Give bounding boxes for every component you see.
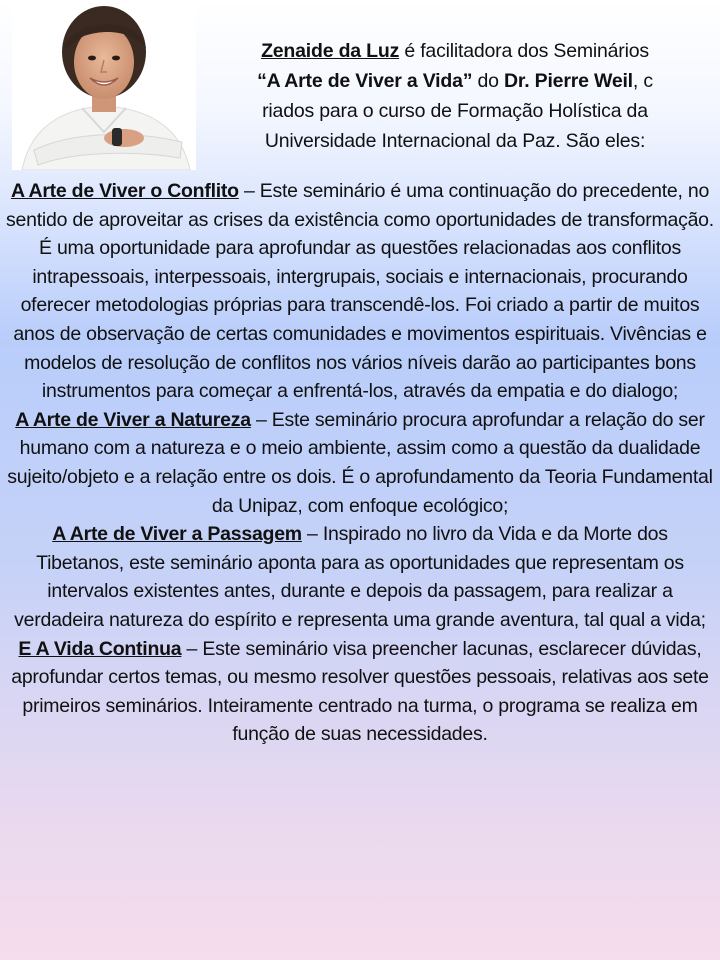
seminar-item — [6, 406, 714, 520]
intro-line-2 — [200, 66, 710, 96]
seminar-description: – Este seminário visa preencher lacunas, esclarecer dúvidas, aprofundar certos temas, ou mesmo resolver questões pessoais, relativas aos sete primeiros seminários. Inteiramente centrado na turma, o programa se realiza em função de suas necessidades. — [11, 637, 709, 746]
seminar-title: A Arte de Viver o Conflito — [10, 180, 239, 202]
seminar-list — [6, 177, 714, 749]
author-name: Dr. Pierre Weil — [504, 70, 633, 92]
seminar-title: A Arte de Viver a Passagem — [52, 523, 302, 546]
seminar-series-title: “A Arte de Viver a Vida” — [257, 70, 473, 92]
portrait-illustration — [12, 0, 196, 170]
seminar-description: – Inspirado no livro da Vida e da Morte dos Tibetanos, este seminário aponta para as oportunidades que representam os intervalos existentes antes, durante e depois da passagem, para realizar a verdadeira natureza do espírito e representa uma grande aventura, tal qual a vida; — [14, 523, 706, 631]
facilitator-name: Zenaide da Luz — [261, 40, 400, 62]
intro-line-1 — [200, 36, 710, 66]
seminar-description: – Este seminário procura aprofundar a relação do ser humano com a natureza e o meio ambiente, assim como a questão da dualidade sujeito/objeto e a relação entre os dois. É o aprofundamento da Teoria Fundamental da Unipaz, com enfoque ecológico; — [7, 408, 713, 517]
seminar-item — [6, 177, 714, 406]
seminar-title: A Arte de Viver a Natureza — [15, 408, 251, 431]
intro-text-2: do — [472, 70, 505, 92]
intro-line-3: riados para o curso de Formação Holística da — [262, 100, 648, 122]
intro-paragraph — [200, 36, 710, 156]
seminar-title: E A Vida Continua — [18, 637, 182, 660]
intro-text-3: , c — [632, 70, 653, 92]
seminar-description: – Este seminário é uma continuação do precedente, no sentido de aproveitar as crises da existência como oportunidades de transformação. É uma oportunidade para aprofundar as questões relacionadas aos conflitos intrapessoais, interpessoais, intergrupais, sociais e internacionais, procurando oferecer metodologias próprias para transcendê-los. Foi criado a partir de muitos anos de observação de certas comunidades e movimentos espirituais. Vivências e modelos de resolução de conflitos nos vários níveis darão ao participantes bons instrumentos para começar a enfrentá-los, através da empatia e do dialogo; — [6, 180, 714, 403]
seminar-item — [6, 635, 714, 749]
seminar-item — [6, 520, 714, 634]
intro-line-4: Universidade Internacional da Paz. São eles: — [264, 130, 646, 152]
portrait-photo — [12, 0, 196, 170]
intro-text-1: é facilitadora dos Seminários — [399, 40, 649, 62]
